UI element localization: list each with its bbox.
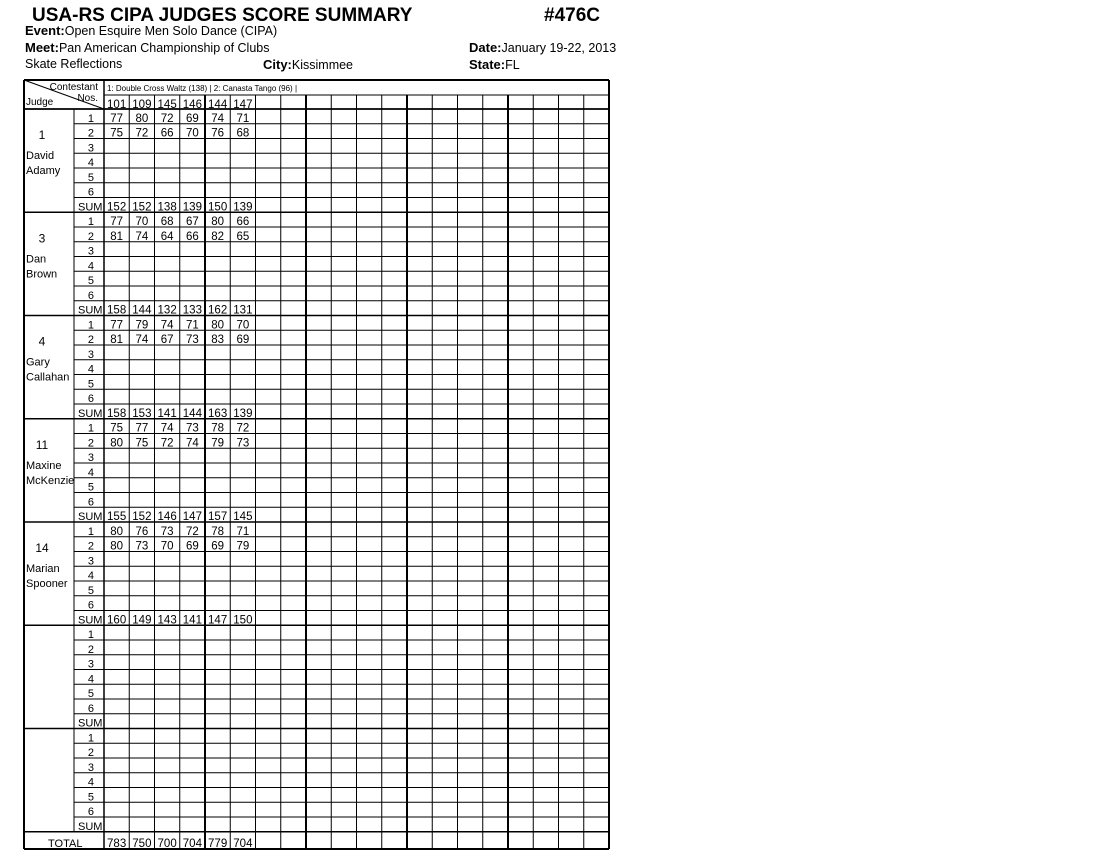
sum-cell: 144 [182, 407, 202, 420]
row-label: 6 [87, 186, 94, 199]
score-cell: 77 [110, 319, 124, 332]
score-cell: 75 [110, 422, 124, 435]
contestant-number: 144 [208, 99, 228, 111]
sum-cell: 133 [182, 304, 202, 317]
club-name: Skate Reflections [25, 57, 123, 71]
row-label: 1 [87, 216, 94, 228]
score-cell: 74 [160, 319, 174, 332]
row-label: 5 [87, 688, 94, 700]
judge-last-name: McKenzie [26, 474, 75, 487]
sum-cell: 150 [233, 614, 253, 627]
sum-cell: 162 [208, 304, 228, 317]
total-cell: 779 [208, 838, 228, 850]
sum-cell: 158 [107, 407, 127, 420]
row-label: 2 [87, 540, 94, 553]
sum-cell: 132 [157, 304, 177, 317]
row-label: 3 [87, 245, 94, 258]
judge-number: 11 [35, 437, 49, 452]
dance-list: 1: Double Cross Waltz (138) | 2: Canasta Tango (96) | [107, 84, 298, 93]
score-cell: 70 [236, 319, 250, 332]
judge-last-name: Callahan [26, 371, 70, 384]
row-label: 4 [87, 776, 94, 789]
score-cell: 73 [135, 540, 149, 553]
score-cell: 80 [211, 216, 225, 228]
sum-cell: 141 [182, 614, 202, 627]
score-cell: 66 [160, 127, 174, 140]
sum-cell: 145 [233, 511, 253, 523]
score-cell: 69 [185, 540, 199, 553]
sum-cell: 150 [208, 201, 228, 214]
score-cell: 67 [185, 216, 199, 228]
score-cell: 81 [110, 334, 124, 346]
sum-cell: 152 [132, 511, 152, 523]
sum-cell: 163 [208, 407, 228, 420]
event-label: Event: [25, 23, 65, 38]
row-label: 3 [87, 452, 94, 464]
row-label: 1 [87, 629, 94, 641]
judge-last-name: Adamy [26, 165, 61, 177]
score-cell: 81 [110, 230, 124, 243]
score-cell: 79 [236, 540, 250, 553]
sum-label: SUM [78, 717, 103, 730]
score-cell: 76 [135, 525, 149, 538]
score-cell: 74 [211, 112, 225, 125]
score-cell: 80 [211, 319, 225, 332]
date-label: Date: [469, 40, 502, 55]
score-cell: 70 [185, 127, 199, 140]
score-cell: 71 [236, 112, 250, 125]
sum-cell: 147 [182, 511, 202, 523]
sum-cell: 146 [157, 511, 177, 523]
row-label: 1 [87, 319, 94, 332]
sum-cell: 139 [182, 201, 202, 214]
contestant-number: 146 [182, 99, 202, 111]
score-cell: 73 [236, 437, 250, 450]
score-cell: 72 [236, 422, 250, 435]
score-cell: 64 [160, 230, 174, 243]
judge-number: 4 [38, 334, 46, 349]
judge-last-name: Brown [26, 268, 58, 281]
contestant-number: 145 [157, 99, 177, 111]
score-cell: 75 [110, 127, 124, 140]
row-label: 1 [87, 525, 94, 538]
score-cell: 83 [211, 334, 225, 346]
score-cell: 77 [110, 112, 124, 125]
summary-number: #476C [544, 5, 600, 26]
score-cell: 80 [110, 540, 124, 553]
score-cell: 79 [135, 319, 149, 332]
row-label: 2 [87, 747, 94, 759]
row-label: 6 [87, 806, 94, 818]
score-cell: 74 [135, 334, 149, 346]
score-cell: 78 [211, 525, 225, 538]
row-label: 4 [87, 673, 94, 686]
row-label: 1 [87, 112, 94, 125]
sum-cell: 131 [233, 304, 253, 317]
row-label: 6 [87, 393, 94, 405]
row-label: 1 [87, 732, 94, 745]
row-label: 4 [87, 157, 94, 169]
contestant-header: Contestant [49, 82, 98, 93]
row-label: 1 [87, 422, 94, 435]
sum-cell: 157 [208, 511, 228, 523]
judge-number: 3 [38, 231, 46, 246]
row-label: 5 [87, 171, 94, 184]
judge-first-name: Dan [26, 253, 47, 266]
city-label: City: [263, 57, 292, 72]
sum-label: SUM [78, 407, 103, 420]
sum-cell: 149 [132, 614, 152, 627]
row-label: 4 [87, 466, 94, 479]
score-cell: 73 [185, 422, 199, 435]
total-cell: 704 [182, 838, 202, 850]
sum-label: SUM [78, 304, 103, 317]
score-cell: 79 [211, 437, 225, 450]
state-value: FL [505, 58, 520, 72]
contestant-number: 109 [132, 99, 152, 111]
score-cell: 70 [160, 540, 174, 553]
score-cell: 69 [211, 540, 225, 553]
contestant-number: 147 [233, 99, 253, 111]
event-value: Open Esquire Men Solo Dance (CIPA) [64, 24, 278, 38]
score-cell: 72 [160, 437, 174, 450]
score-cell: 71 [236, 525, 250, 538]
sum-cell: 147 [208, 614, 228, 627]
score-cell: 80 [110, 437, 124, 450]
row-label: 4 [87, 363, 94, 376]
score-cell: 66 [236, 216, 250, 228]
score-cell: 82 [211, 230, 225, 243]
total-cell: 700 [157, 838, 177, 850]
score-cell: 68 [236, 127, 250, 140]
sum-cell: 153 [132, 407, 152, 420]
page-title: USA-RS CIPA JUDGES SCORE SUMMARY [32, 5, 413, 26]
score-cell: 71 [185, 319, 199, 332]
row-label: 4 [87, 570, 94, 582]
sum-cell: 141 [157, 407, 177, 420]
row-label: 2 [87, 643, 94, 656]
sum-cell: 160 [107, 614, 127, 627]
row-label: 3 [87, 658, 94, 671]
row-label: 5 [87, 584, 94, 597]
score-cell: 73 [160, 525, 174, 538]
row-label: 5 [87, 275, 94, 287]
row-label: 3 [87, 348, 94, 361]
sum-cell: 155 [107, 511, 127, 523]
sum-label: SUM [78, 511, 103, 523]
score-cell: 74 [135, 230, 149, 243]
score-cell: 65 [236, 230, 250, 243]
sum-cell: 139 [233, 407, 253, 420]
row-label: 6 [87, 702, 94, 715]
row-label: 4 [87, 260, 94, 273]
row-label: 2 [87, 334, 94, 346]
row-label: 6 [87, 289, 94, 302]
score-cell: 77 [135, 422, 149, 435]
sum-cell: 152 [132, 201, 152, 214]
row-label: 3 [87, 555, 94, 568]
score-cell: 69 [236, 334, 250, 346]
sum-cell: 152 [107, 201, 127, 214]
judge-number: 14 [35, 541, 49, 555]
row-label: 2 [87, 437, 94, 450]
judge-first-name: Maxine [26, 459, 62, 472]
total-cell: 783 [107, 838, 127, 850]
judge-last-name: Spooner [26, 578, 68, 590]
score-cell: 72 [160, 112, 174, 125]
score-cell: 72 [185, 525, 199, 538]
row-label: 6 [87, 599, 94, 612]
score-cell: 75 [135, 437, 149, 450]
meet-value: Pan American Championship of Clubs [58, 41, 270, 55]
judge-first-name: David [26, 150, 55, 162]
row-label: 2 [87, 230, 94, 243]
row-label: 5 [87, 378, 94, 391]
score-cell: 69 [185, 112, 199, 125]
sum-label: SUM [78, 820, 103, 833]
score-cell: 78 [211, 422, 225, 435]
total-cell: 704 [233, 838, 253, 850]
sum-cell: 158 [107, 304, 127, 317]
sum-label: SUM [78, 614, 103, 627]
score-cell: 74 [185, 437, 199, 450]
contestant-number: 101 [107, 99, 127, 111]
row-label: 3 [87, 761, 94, 774]
score-cell: 76 [211, 127, 225, 140]
meet-label: Meet: [25, 40, 59, 55]
judge-first-name: Gary [26, 356, 50, 369]
judge-first-name: Marian [26, 563, 60, 575]
score-cell: 73 [185, 334, 199, 346]
score-cell: 68 [160, 216, 174, 228]
row-label: 5 [87, 481, 94, 494]
judge-header: Judge [26, 97, 54, 108]
score-cell: 80 [135, 112, 149, 125]
score-cell: 72 [135, 127, 149, 140]
sum-label: SUM [78, 201, 103, 214]
date-value: January 19-22, 2013 [501, 41, 617, 55]
nos-header: Nos. [77, 93, 98, 104]
state-label: State: [469, 57, 506, 72]
sum-cell: 138 [157, 201, 177, 214]
score-cell: 77 [110, 216, 124, 228]
total-label: TOTAL [48, 838, 83, 850]
score-cell: 66 [185, 230, 199, 243]
row-label: 3 [87, 142, 94, 155]
sum-cell: 144 [132, 304, 152, 317]
score-cell: 67 [160, 334, 174, 346]
score-cell: 80 [110, 525, 124, 538]
row-label: 6 [87, 496, 94, 509]
sum-cell: 139 [233, 201, 253, 214]
row-label: 2 [87, 127, 94, 140]
row-label: 5 [87, 791, 94, 804]
total-cell: 750 [132, 838, 152, 850]
score-cell: 70 [135, 216, 149, 228]
judge-number: 1 [38, 128, 46, 142]
city-value: Kissimmee [291, 58, 354, 72]
score-cell: 74 [160, 422, 174, 435]
sum-cell: 143 [157, 614, 177, 627]
